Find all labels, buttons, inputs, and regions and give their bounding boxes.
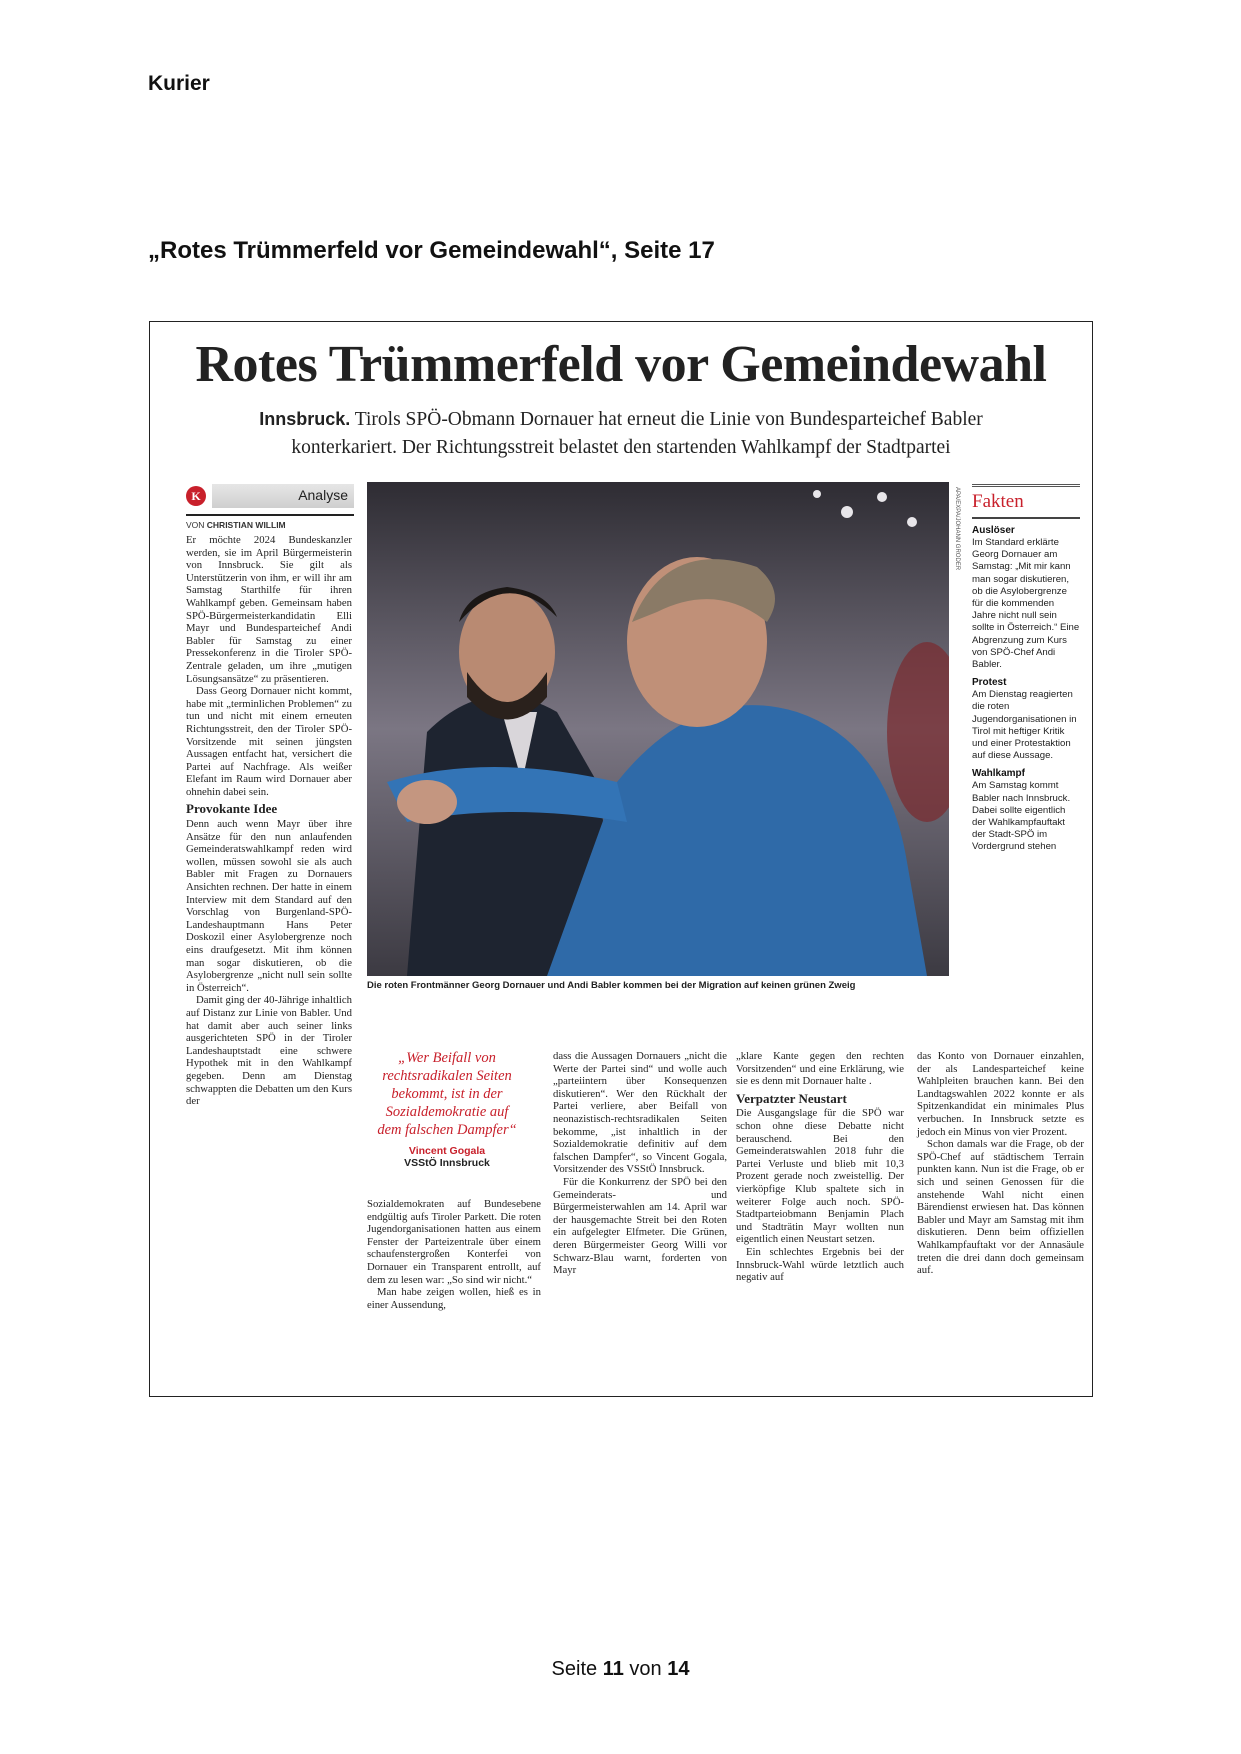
facts-heading: Protest — [972, 677, 1007, 689]
facts-text: Am Dienstag reagierten die roten Jugendorganisationen in Tirol mit heftiger Kritik und einer Protestaktion auf diese Aussage. — [972, 689, 1077, 762]
column-5 — [917, 1050, 1084, 1277]
paragraph: Er möchte 2024 Bundeskanzler werden, sie im April Bürgermeisterin von Innsbruck. Sie gilt als Unterstützerin von ihm, er will ihr am Samstag Starthilfe für ihren Wahlkampf geben. Gemeinsam haben SPÖ-Bürgermeisterkandidatin Elli Mayr und Bundesparteichef Andi Babler für Samstag zu einer Pressekonferenz in die Tiroler SPÖ-Zentrale geladen, um ihre „mutigen Lösungsansätze“ zu präsentieren. — [186, 534, 352, 685]
divider — [972, 517, 1080, 519]
quote-text: „Wer Beifall von rechtsradikalen Seiten bekommt, ist in der Sozialdemokratie auf dem falschen Dampfer“ — [377, 1050, 517, 1138]
quote-org: VSStÖ Innsbruck — [404, 1157, 490, 1169]
footer-prefix: Seite — [551, 1658, 603, 1680]
quote-author: Vincent Gogala — [408, 1145, 486, 1157]
column-3 — [553, 1050, 727, 1277]
facts-text: Im Standard erklärte Georg Dornauer am Samstag: „Mit mir kann man sogar diskutieren, ob die Asylobergrenze für die kommenden Jahre nicht null sein sollte in Österreich.“ Eine Abgrenzung zum Kurs von SPÖ-Chef Andi Babler. — [972, 537, 1080, 671]
facts-heading: Wahlkampf — [972, 768, 1025, 780]
section-header — [186, 484, 354, 512]
facts-box — [972, 484, 1080, 854]
divider — [972, 484, 1080, 487]
paragraph: Dass Georg Dornauer nicht kommt, habe mit „terminlichen Problemen“ zu tun und nicht mit einem erneuten Richtungsstreit, den der Tiroler SPÖ-Vorsitzende mit seinen jüngsten Aussagen entfacht hat, versichert die Partei auf Nachfrage. Als weißer Elefant im Raum wird Dornauer aber ohnehin dabei sein. — [186, 685, 352, 798]
footer-middle: von — [623, 1658, 668, 1680]
paragraph: Sozialdemokraten auf Bundesebene endgültig aufs Tiroler Parkett. Die roten Jugendorganisationen hatten aus einem Fenster der Parteizentrale über einem schaufenstergroßen Konterfei von Dornauer ein Transparent entrollt, auf dem zu lesen war: „So sind wir nicht.“ — [367, 1198, 541, 1286]
pull-quote — [372, 1049, 522, 1169]
article-headline: Rotes Trümmerfeld vor Gemeindewahl — [195, 336, 1047, 393]
document-title: „Rotes Trümmerfeld vor Gemeindewahl“, Seite 17 — [148, 237, 715, 264]
source-label: Kurier — [148, 72, 210, 95]
paragraph: Schon damals war die Frage, ob der SPÖ-Chef auf städtischem Terrain punkten kann. Nun ist die Frage, ob er sich und seinen Genossen für die anstehende Wahl nicht einen Bärendienst erwiesen hat. Das können Babler und Mayr am Samstag mit ihm diskutieren. Denn beim offiziellen Wahlkampfauftakt vor der Annasäule treten die drei dann doch gemeinsam auf. — [917, 1138, 1084, 1277]
lead-text: Tirols SPÖ-Obmann Dornauer hat erneut die Linie von Bundesparteichef Babler konterkariert. Der Richtungsstreit belastet den startenden Wahlkampf der Stadtpartei — [291, 409, 983, 458]
paragraph: Denn auch wenn Mayr über ihre Ansätze für den nun anlaufenden Gemeinderatswahlkampf reden wird wollen, müssen sowohl sie als auch Babler mit Fragen zu Dornauers Ansichten rechnen. Der hatte in einem Interview mit dem Standard auf den Vorschlag von Burgenland-SPÖ-Landeshauptmann Hans Peter Doskozil einer Asylobergrenze noch eins draufgesetzt. Mit ihm können man sogar diskutieren, ob die Asylobergrenze „nicht null sein sollte in Österreich“. — [186, 818, 352, 994]
column-4 — [736, 1050, 904, 1284]
photo-credit: APA/EXPA/JOHANN GRODER — [954, 487, 960, 571]
byline-prefix: VON — [186, 520, 207, 530]
photo-illustration — [367, 482, 949, 976]
byline — [186, 520, 286, 530]
divider — [186, 514, 354, 516]
article-lead — [210, 405, 1032, 462]
paragraph: Für die Konkurrenz der SPÖ bei den Gemeinderats- und Bürgermeisterwahlen am 14. April war der hausgemachte Streit bei den Roten ein aufgelegter Elfmeter. Die Grünen, deren Bürgermeister Georg Willi vor Schwarz-Blau warnt, forderten von Mayr — [553, 1175, 727, 1277]
kurier-logo-icon: K — [186, 486, 206, 506]
photo-caption: Die roten Frontmänner Georg Dornauer und Andi Babler kommen bei der Migration auf keinen grünen Zweig — [367, 980, 856, 991]
subheading: Provokante Idee — [186, 801, 278, 817]
facts-title: Fakten — [972, 491, 1024, 512]
facts-text: Am Samstag kommt Babler nach Innsbruck. Dabei sollte eigentlich der Wahlkampfauftakt der Stadt-SPÖ im Vordergrund stehen — [972, 780, 1071, 853]
paragraph: Damit ging der 40-Jährige inhaltlich auf Distanz zur Linie von Babler. Und hat damit aber auch seiner links ausgerichteten SPÖ in der Tiroler Landeshauptstadt eine schwere Hypothek mit in den Wahlkampf gegeben. Denn am Dienstag schwappten die Debatten um den Kurs der — [186, 994, 352, 1108]
section-label: Analyse — [298, 487, 348, 503]
newspaper-clipping — [149, 321, 1093, 1397]
column-1 — [186, 534, 352, 1108]
article-photo — [367, 482, 949, 976]
page-footer — [0, 1658, 1241, 1681]
paragraph: Ein schlechtes Ergebnis bei der Innsbruck-Wahl würde letztlich auch negativ auf — [736, 1245, 904, 1284]
byline-author: CHRISTIAN WILLIM — [206, 520, 286, 530]
paragraph: „klare Kante gegen den rechten Vorsitzenden“ und eine Erklärung, wie sie es denn mit Dornauer halte . — [736, 1050, 904, 1088]
facts-heading: Auslöser — [972, 525, 1015, 536]
paragraph: Die Ausgangslage für die SPÖ war schon ohne diese Debatte nicht berauschend. Bei den Gemeinderatswahlen 2018 fuhr die Partei Verluste und blieb mit 10,3 Prozent gerade noch zweistellig. Der vierköpfige Klub spaltete sich in weiterer Folge auch noch. SPÖ-Stadtparteiobmann Benjamin Plach und Stadträtin Mayr wollten nun eigentlich einen Neustart setzen. — [736, 1107, 904, 1246]
total-page-count: 14 — [667, 1658, 690, 1680]
paragraph: Man habe zeigen wollen, hieß es in einer Aussendung, — [367, 1286, 541, 1311]
paragraph: das Konto von Dornauer einzahlen, der als Landesparteichef keine Wahlpleiten brauchen kann. Bei den Landtagswahlen 2022 konnte er als Spitzenkandidat ein minimales Plus verbuchen. In Innsbruck setzte es jedoch ein Minus von vier Prozent. — [917, 1050, 1084, 1138]
paragraph: dass die Aussagen Dornauers „nicht die Werte der Partei sind“ und wolle auch „parteiintern über Konsequenzen diskutieren“. Wer den Rückhalt der Partei verliere, aber Beifall von neonazistisch-rechtsradikalen Seiten bekomme, „ist inhaltlich in der Sozialdemokratie definitiv auf dem falschen Dampfer“, so Vincent Gogala, Vorsitzender des VSStÖ Innsbruck. — [553, 1050, 727, 1176]
dateline: Innsbruck. — [259, 409, 351, 429]
subheading: Verpatzter Neustart — [736, 1090, 847, 1106]
column-2 — [367, 1198, 541, 1311]
current-page-number: 11 — [602, 1658, 624, 1680]
